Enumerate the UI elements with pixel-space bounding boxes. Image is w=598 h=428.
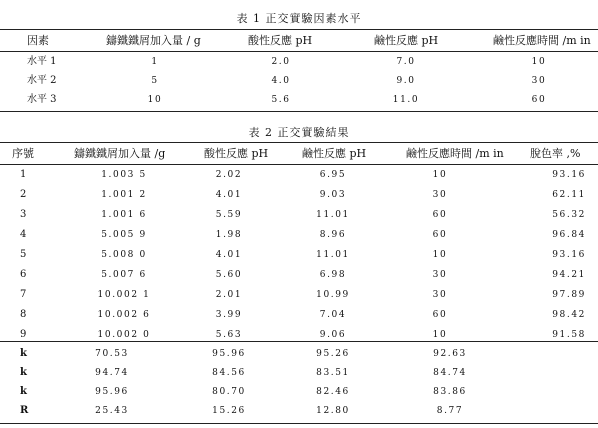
table2-summary-alkali: 12.80 [316, 406, 350, 416]
table2-cell-time: 10 [432, 330, 448, 340]
table2-cell-iron: 5.008 0 [101, 250, 147, 260]
table2-cell-index: 6 [20, 269, 27, 280]
table2-cell-index: 7 [20, 289, 27, 300]
table2-summary-iron: 94.74 [95, 368, 129, 378]
table2-cell-index: 1 [20, 169, 27, 180]
table2-cell-iron: 10.002 6 [97, 310, 151, 320]
table2-cell-time: 10 [432, 170, 448, 180]
table2-summary-iron: 70.53 [95, 349, 129, 359]
table2-cell-iron: 1.003 5 [101, 170, 147, 180]
table1-cell-time: 30 [531, 76, 547, 86]
table2-cell-rate: 96.84 [552, 230, 586, 240]
table2-cell-acid: 1.98 [215, 230, 243, 240]
table2-cell-alkali: 9.03 [319, 190, 347, 200]
table1-cell-level: 水平 3 [27, 94, 57, 105]
table2-summary-time: 83.86 [433, 387, 467, 397]
table2-cell-rate: 97.89 [552, 290, 586, 300]
table1-header-alkali-ph: 鹼性反應 pH [374, 34, 439, 47]
table2-cell-alkali: 6.98 [319, 270, 347, 280]
table1-header-factor: 因素 [27, 34, 49, 47]
table2-header-alkali-time: 鹼性反應時間 /m in [406, 147, 504, 160]
table2-cell-time: 30 [432, 270, 448, 280]
table2-cell-time: 30 [432, 190, 448, 200]
table1-caption: 表 1 正交實驗因素水平 [236, 12, 362, 25]
table2-cell-iron: 10.002 0 [97, 330, 151, 340]
table2-summary-acid: 15.26 [212, 406, 246, 416]
table1-header-acid-ph: 酸性反應 pH [248, 34, 313, 47]
table2-cell-alkali: 10.99 [316, 290, 350, 300]
table2-cell-rate: 91.58 [552, 330, 586, 340]
table2-summary-acid: 80.70 [212, 387, 246, 397]
table2-summary-time: 92.63 [433, 349, 467, 359]
table2-bottom-rule [0, 423, 598, 424]
table2-summary-label: k [20, 367, 27, 378]
table2-cell-rate: 56.32 [552, 210, 586, 220]
table2-cell-alkali: 9.06 [319, 330, 347, 340]
table2-cell-index: 2 [20, 189, 27, 200]
table2-cell-alkali: 11.01 [316, 250, 350, 260]
table2-header-rule [0, 164, 598, 165]
table2-summary-alkali: 95.26 [316, 349, 350, 359]
table1-cell-time: 60 [531, 95, 547, 105]
table2-summary-iron: 95.96 [95, 387, 129, 397]
table1-cell-acid: 4.0 [271, 76, 291, 86]
table2-cell-index: 3 [20, 209, 27, 220]
table1-cell-acid: 5.6 [271, 95, 291, 105]
table2-header-iron-amount: 鑄鐵鐵屑加入量 /g [74, 147, 166, 160]
table2-cell-iron: 10.002 1 [97, 290, 151, 300]
table2-cell-time: 60 [432, 310, 448, 320]
table2-summary-label: k [20, 386, 27, 397]
table2-cell-acid: 2.02 [215, 170, 243, 180]
table1-top-rule [0, 29, 598, 30]
table2-summary-time: 8.77 [436, 406, 464, 416]
table1-cell-level: 水平 2 [27, 75, 57, 86]
table2-cell-alkali: 8.96 [319, 230, 347, 240]
table2-cell-iron: 5.007 6 [101, 270, 147, 280]
table2-header-alkali-ph: 鹼性反應 pH [302, 147, 367, 160]
table2-cell-index: 9 [20, 329, 27, 340]
table2-cell-acid: 2.01 [215, 290, 243, 300]
table2-cell-rate: 94.21 [552, 270, 586, 280]
table2-cell-rate: 98.42 [552, 310, 586, 320]
table2-summary-alkali: 83.51 [316, 368, 350, 378]
table2-caption: 表 2 正交實驗結果 [248, 126, 350, 139]
table2-summary-alkali: 82.46 [316, 387, 350, 397]
table2-cell-alkali: 11.01 [316, 210, 350, 220]
table1-cell-alkali: 11.0 [392, 95, 420, 105]
table2-cell-acid: 5.59 [215, 210, 243, 220]
table1-cell-time: 10 [531, 57, 547, 67]
table2-cell-alkali: 6.95 [319, 170, 347, 180]
table2-header-index: 序號 [12, 147, 34, 160]
table2-header-decolor-rate: 脫色率 ,% [530, 147, 581, 160]
table2-cell-acid: 4.01 [215, 190, 243, 200]
table1-cell-alkali: 7.0 [396, 57, 416, 67]
table1-header-alkali-time: 鹼性反應時間 /m in [493, 34, 591, 47]
table1-cell-iron: 10 [147, 95, 163, 105]
table1-cell-acid: 2.0 [271, 57, 291, 67]
table2-cell-acid: 5.63 [215, 330, 243, 340]
table2-cell-time: 30 [432, 290, 448, 300]
table1-header-rule [0, 51, 598, 52]
table2-cell-index: 8 [20, 309, 27, 320]
table1-bottom-rule [0, 111, 598, 112]
table2-cell-iron: 1.001 2 [101, 190, 147, 200]
table2-cell-acid: 3.99 [215, 310, 243, 320]
table2-summary-label: R [20, 405, 29, 416]
table2-top-rule [0, 142, 598, 143]
table2-cell-iron: 1.001 6 [101, 210, 147, 220]
table2-cell-time: 60 [432, 230, 448, 240]
table2-summary-time: 84.74 [433, 368, 467, 378]
table2-cell-rate: 93.16 [552, 170, 586, 180]
table1-cell-iron: 1 [151, 57, 159, 67]
table2-cell-acid: 5.60 [215, 270, 243, 280]
table2-summary-label: k [20, 348, 27, 359]
table2-summary-iron: 25.43 [95, 406, 129, 416]
table2-cell-rate: 62.11 [552, 190, 586, 200]
table2-cell-index: 5 [20, 249, 27, 260]
table2-cell-rate: 93.16 [552, 250, 586, 260]
table2-summary-acid: 84.56 [212, 368, 246, 378]
table2-cell-index: 4 [20, 229, 27, 240]
table2-summary-rule [0, 341, 598, 342]
table1-cell-iron: 5 [151, 76, 159, 86]
table2-header-acid-ph: 酸性反應 pH [204, 147, 269, 160]
table2-summary-acid: 95.96 [212, 349, 246, 359]
table2-cell-time: 10 [432, 250, 448, 260]
table1-cell-level: 水平 1 [27, 56, 57, 67]
table1-cell-alkali: 9.0 [396, 76, 416, 86]
table1-header-iron-amount: 鑄鐵鐵屑加入量 / g [106, 34, 201, 47]
table2-cell-alkali: 7.04 [319, 310, 347, 320]
table2-cell-time: 60 [432, 210, 448, 220]
table2-cell-iron: 5.005 9 [101, 230, 147, 240]
table2-cell-acid: 4.01 [215, 250, 243, 260]
